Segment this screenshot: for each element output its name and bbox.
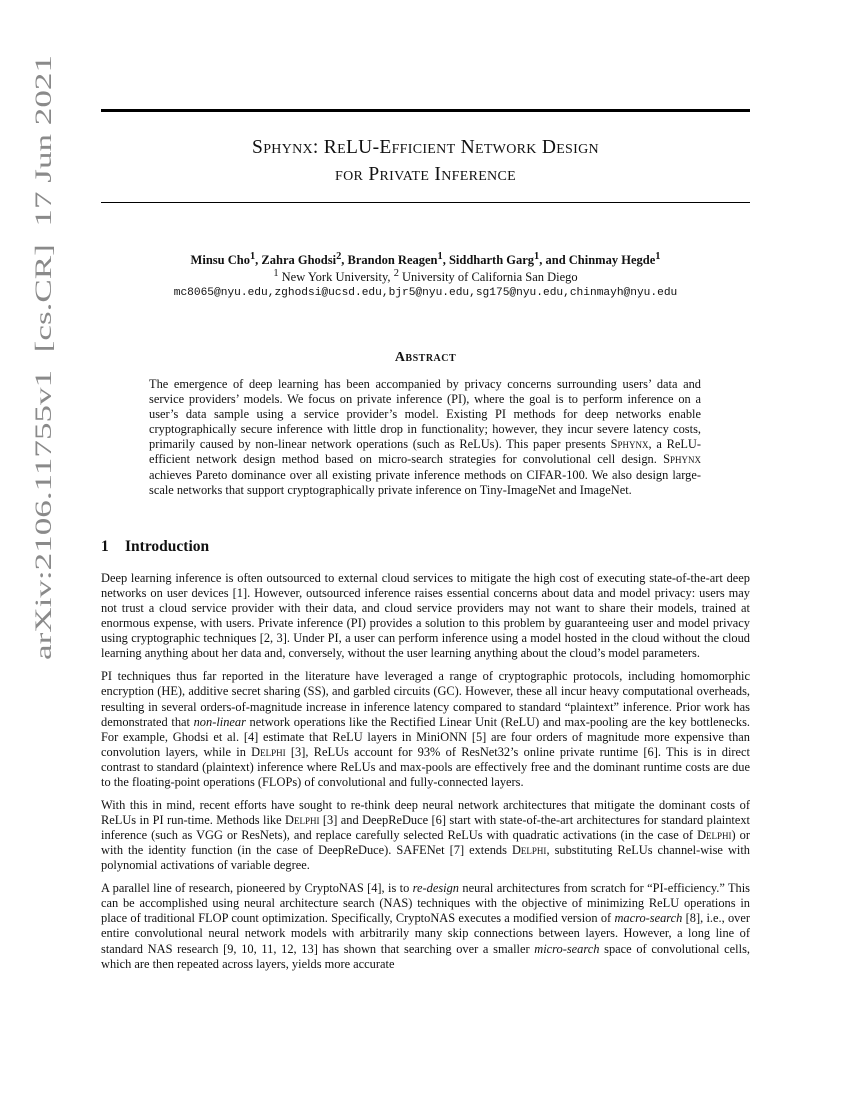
title-rule-top [101,109,750,112]
body-text: neural architectures from scratch for “PI-efficiency.” This can be accomplished using neural architecture search (NAS) techniques with the objective of minimizing ReLU operations in place of traditional FLOP count optimization. Specifically, CryptoNAS executes a modified version of [101,881,750,926]
section-title: Introduction [125,538,210,555]
author-list: Minsu Cho$^1$, Zahra Ghodsi$^2$, Brandon Reagen$^1$, Siddharth Garg$^1$, and Chinmay Hegde$^1$ [190,251,661,268]
paper-title-line-1: Sphynx: ReLU-Efficient Network Design [252,137,599,158]
affil-sup: 1 [273,268,279,279]
smallcaps-text: Delphi [511,843,547,858]
abstract-text: The emergence of deep learning has been accompanied by privacy concerns surrounding users’ data and service providers’ models. We focus on private inference (PI), where the goal is to perform inference on a user’s data sample using a service provider’s model. Existing PI methods for deep networks enable cryptographically secure inference with little drop in functionality; however, they incur severe latency costs, primarily caused by non-linear network operations (such as ReLUs). This paper presents [149,377,701,452]
arxiv-sidebar-svg [7,50,67,670]
body-text: With this in mind, recent efforts have sought to re-think deep neural network architectures that mitigate the dominant costs of ReLUs in PI run-time. Methods like [101,797,750,827]
arxiv-sidebar [7,50,67,670]
body-text: network operations like the Rectified Linear Unit (ReLU) and max-pooling are the key bottlenecks. For example, Ghodsi et al. [4] estimate that ReLU layers in MiniONN [5] are four orders of magnitude more expensive than convolution layers, while in [101,714,750,759]
author-affil-sup: 2 [336,251,342,262]
section-heading [101,538,209,556]
sphynx-name: Sphynx [663,452,701,467]
author-name: Minsu Cho [190,253,250,268]
affiliation-1: New York University, [278,270,394,285]
author-name: Brandon Reagen [347,253,438,268]
body-paragraph [101,881,750,972]
body-text: [8], i.e., over entire convolutional neural network models with arbitrarily many skip connections between layers. However, a long line of standard NAS research [9, 10, 11, 12, 13] has shown that searching over a smaller [101,911,751,956]
abstract-body [149,377,701,498]
title-rule-bottom [101,202,750,203]
body-text: [3], ReLUs account for 93% of ResNet32’s online private runtime [6]. This is in direct contrast to standard (plaintext) inference where ReLUs and max-pools are effectively free and the dominant runtime costs are due to the floating-point operations (FLOPs) of convolutional and fully-connected layers. [101,744,750,790]
author-affil-sup: 1 [249,251,256,262]
body-text: Deep learning inference is often outsourced to external cloud services to mitigate the high cost of executing state-of-the-art deep networks on user devices [1]. However, outsourced inference raises essential concerns about data and model privacy: users may not trust a cloud service provider with their data, and cloud service providers may not want to share their models, trained at enormous expense, with users. Private inference (PI) provides a solution to this problem by guaranteeing user and model privacy using cryptographic techniques [2, 3]. Under PI, a user can perform inference using a model hosted in the cloud without the cloud learning anything about her data and, conversely, without the user learning anything about the cloud’s model parameters. [101,571,750,661]
body-text: A parallel line of research, pioneered by CryptoNAS [4], is to [101,881,413,896]
author-name: Zahra Ghodsi [261,253,337,268]
author-affil-sup: 1 [534,251,540,262]
section-number: 1 [101,538,109,555]
author-affil-sup: 1 [437,251,443,262]
body-paragraph [101,669,750,790]
emphasis-text: non-linear [193,714,246,729]
body-text: ) or with the identity function (in the case of DeepReDuce). SAFENet [7] extends [101,828,750,858]
author-emails: mc8065@nyu.edu,zghodsi@ucsd.edu,bjr5@nyu.edu,sg175@nyu.edu,chinmayh@nyu.edu [173,287,678,299]
emphasis-text: micro-search [534,941,600,956]
abstract-text: , a ReLU-efficient network design method based on micro-search strategies for convolutional cell design. [149,437,701,467]
author-name: Chinmay Hegde [568,253,656,268]
intro-body [101,571,750,980]
affiliation-2: University of California San Diego [398,270,578,285]
author-name: Siddharth Garg [448,253,535,268]
body-paragraph [101,571,750,662]
author-affil-sup: 1 [655,251,661,262]
sphynx-name: Sphynx [610,437,649,452]
body-text: space of convolutional cells, which are then repeated across layers, yields more accurate [101,941,750,971]
body-paragraph [101,798,750,873]
abstract-text: achieves Pareto dominance over all existing private inference methods on CIFAR-100. We also design large-scale networks that support cryptographically private inference on Tiny-ImageNet and ImageNet. [149,467,701,497]
body-text: , substituting ReLUs channel-wise with polynomial activations of variable degree. [101,843,750,873]
affiliations [101,266,750,285]
smallcaps-text: Delphi [285,813,320,827]
paper-title-line-2: for Private Inference [335,164,516,185]
smallcaps-text: Delphi [251,744,286,759]
affil-sup: 2 [393,268,399,279]
body-text: PI techniques thus far reported in the literature have leveraged a range of cryptographic protocols, including homomorphic encryption (HE), additive secret sharing (SS), and garbled circuits (GC). However, these all incur heavy computational overheads, resulting in several orders-of-magnitude increase in inference latency compared to standard “plaintext” inference. Prior work has demonstrated that [101,669,750,729]
abstract-heading: Abstract [394,350,457,365]
smallcaps-text: Delphi [697,828,732,843]
emphasis-text: macro-search [614,911,683,926]
emphasis-text: re-design [412,881,459,896]
body-text: [3] and DeepReDuce [6] start with state-of-the-art architectures for standard plaintext inference (such as VGG or ResNets), and replace carefully selected ReLUs with quadratic activations (in the case of [101,813,750,843]
arxiv-id-stamp: arXiv:2106.11755v1 [cs.CR] 17 Jun 2021 [31,254,57,660]
abstract-paragraph [149,377,701,498]
